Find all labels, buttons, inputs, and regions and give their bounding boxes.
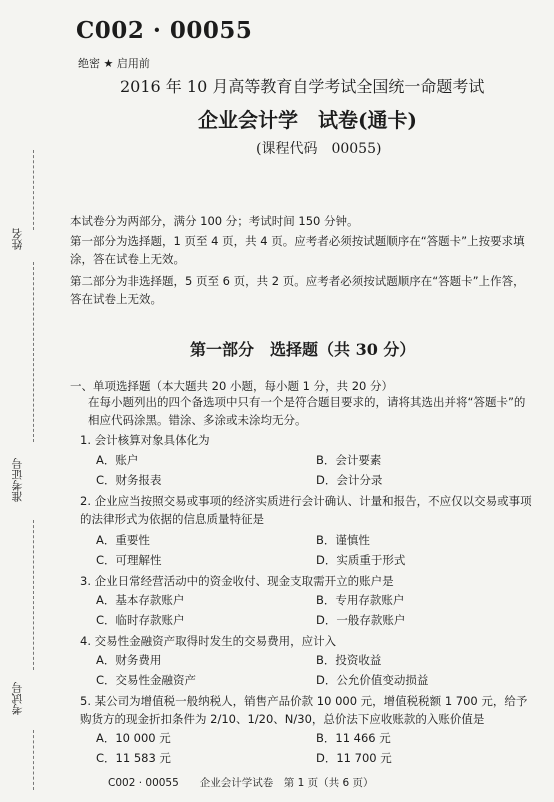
option-a: A．重要性 [96,533,150,547]
section-heading: 一、单项选择题（本大题共 20 小题，每小题 1 分，共 20 分） [70,379,394,393]
binding-margin [0,0,40,802]
question-stem: 4. 交易性金融资产取得时发生的交易费用，应计入 [80,634,337,648]
exam-title: 2016 年 10 月高等教育自学考试全国统一命题考试 [120,77,485,96]
margin-divider [33,262,34,442]
section-note: 在每小题列出的四个备选项中只有一个是符合题目要求的，请将其选出并将“答题卡”的相应代码涂黑。错涂、多涂或未涂均无分。 [88,395,526,427]
option-a: A．10 000 元 [96,731,171,745]
option-c: C．财务报表 [96,473,162,487]
option-a: A．基本存款账户 [96,593,185,607]
question-stem: 2. 企业应当按照交易或事项的经济实质进行会计确认、计量和报告，不应仅以交易或事项的法律形式为依据的信息质量特征是 [80,494,532,526]
part-title: 第一部分 选择题（共 30 分） [190,340,416,359]
question-stem: 3. 企业日常经营活动中的资金收付、现金支取需开立的账户是 [80,574,394,588]
option-b: B．会计要素 [316,453,382,467]
option-d: D．实质重于形式 [316,553,406,567]
document-code: C002 · 00055 [76,17,253,44]
option-a: A．财务费用 [96,653,162,667]
admission-number-label: 准考证号 [11,458,24,502]
question-stem: 1. 会计核算对象具体化为 [80,433,210,447]
paper-title: 企业会计学 试卷(通卡) [198,108,417,132]
option-b: B．11 466 元 [316,731,391,745]
option-d: D．会计分录 [316,473,383,487]
margin-divider [33,150,34,230]
option-c: C．交易性金融资产 [96,673,197,687]
option-a: A．账户 [96,453,139,467]
margin-divider [33,730,34,790]
option-c: C．临时存款账户 [96,613,185,627]
course-code: (课程代码 00055) [256,141,382,157]
name-field-label: 姓名 [11,228,24,250]
option-b: B．投资收益 [316,653,382,667]
instruction-line: 本试卷分为两部分，满分 100 分；考试时间 150 分钟。 [70,214,359,228]
option-b: B．专用存款账户 [316,593,405,607]
option-c: C．可理解性 [96,553,162,567]
option-d: D．11 700 元 [316,751,392,765]
margin-divider [33,520,34,670]
instruction-line: 第一部分为选择题，1 页至 4 页，共 4 页。应考者必须按试题顺序在“答题卡”上按要求填涂，答在试卷上无效。 [70,234,525,266]
option-b: B．谨慎性 [316,533,370,547]
page-footer: C002 · 00055 企业会计学试卷 第 1 页（共 6 页） [108,777,374,789]
option-c: C．11 583 元 [96,751,171,765]
option-d: D．公允价值变动损益 [316,673,429,687]
instruction-line: 第二部分为非选择题，5 页至 6 页，共 2 页。应考者必须按试题顺序在“答题卡”上作答，答在试卷上无效。 [70,274,525,306]
option-d: D．一般存款账户 [316,613,406,627]
question-stem: 5. 某公司为增值税一般纳税人，销售产品价款 10 000 元，增值税税额 1 700 元，给予购货方的现金折扣条件为 2/10、1/20、N/30，总价法下应收账款的入账价值是 [80,694,528,726]
confidential-mark: 绝密 ★ 启用前 [78,57,150,70]
exam-room-label: 考试号 [11,682,24,715]
